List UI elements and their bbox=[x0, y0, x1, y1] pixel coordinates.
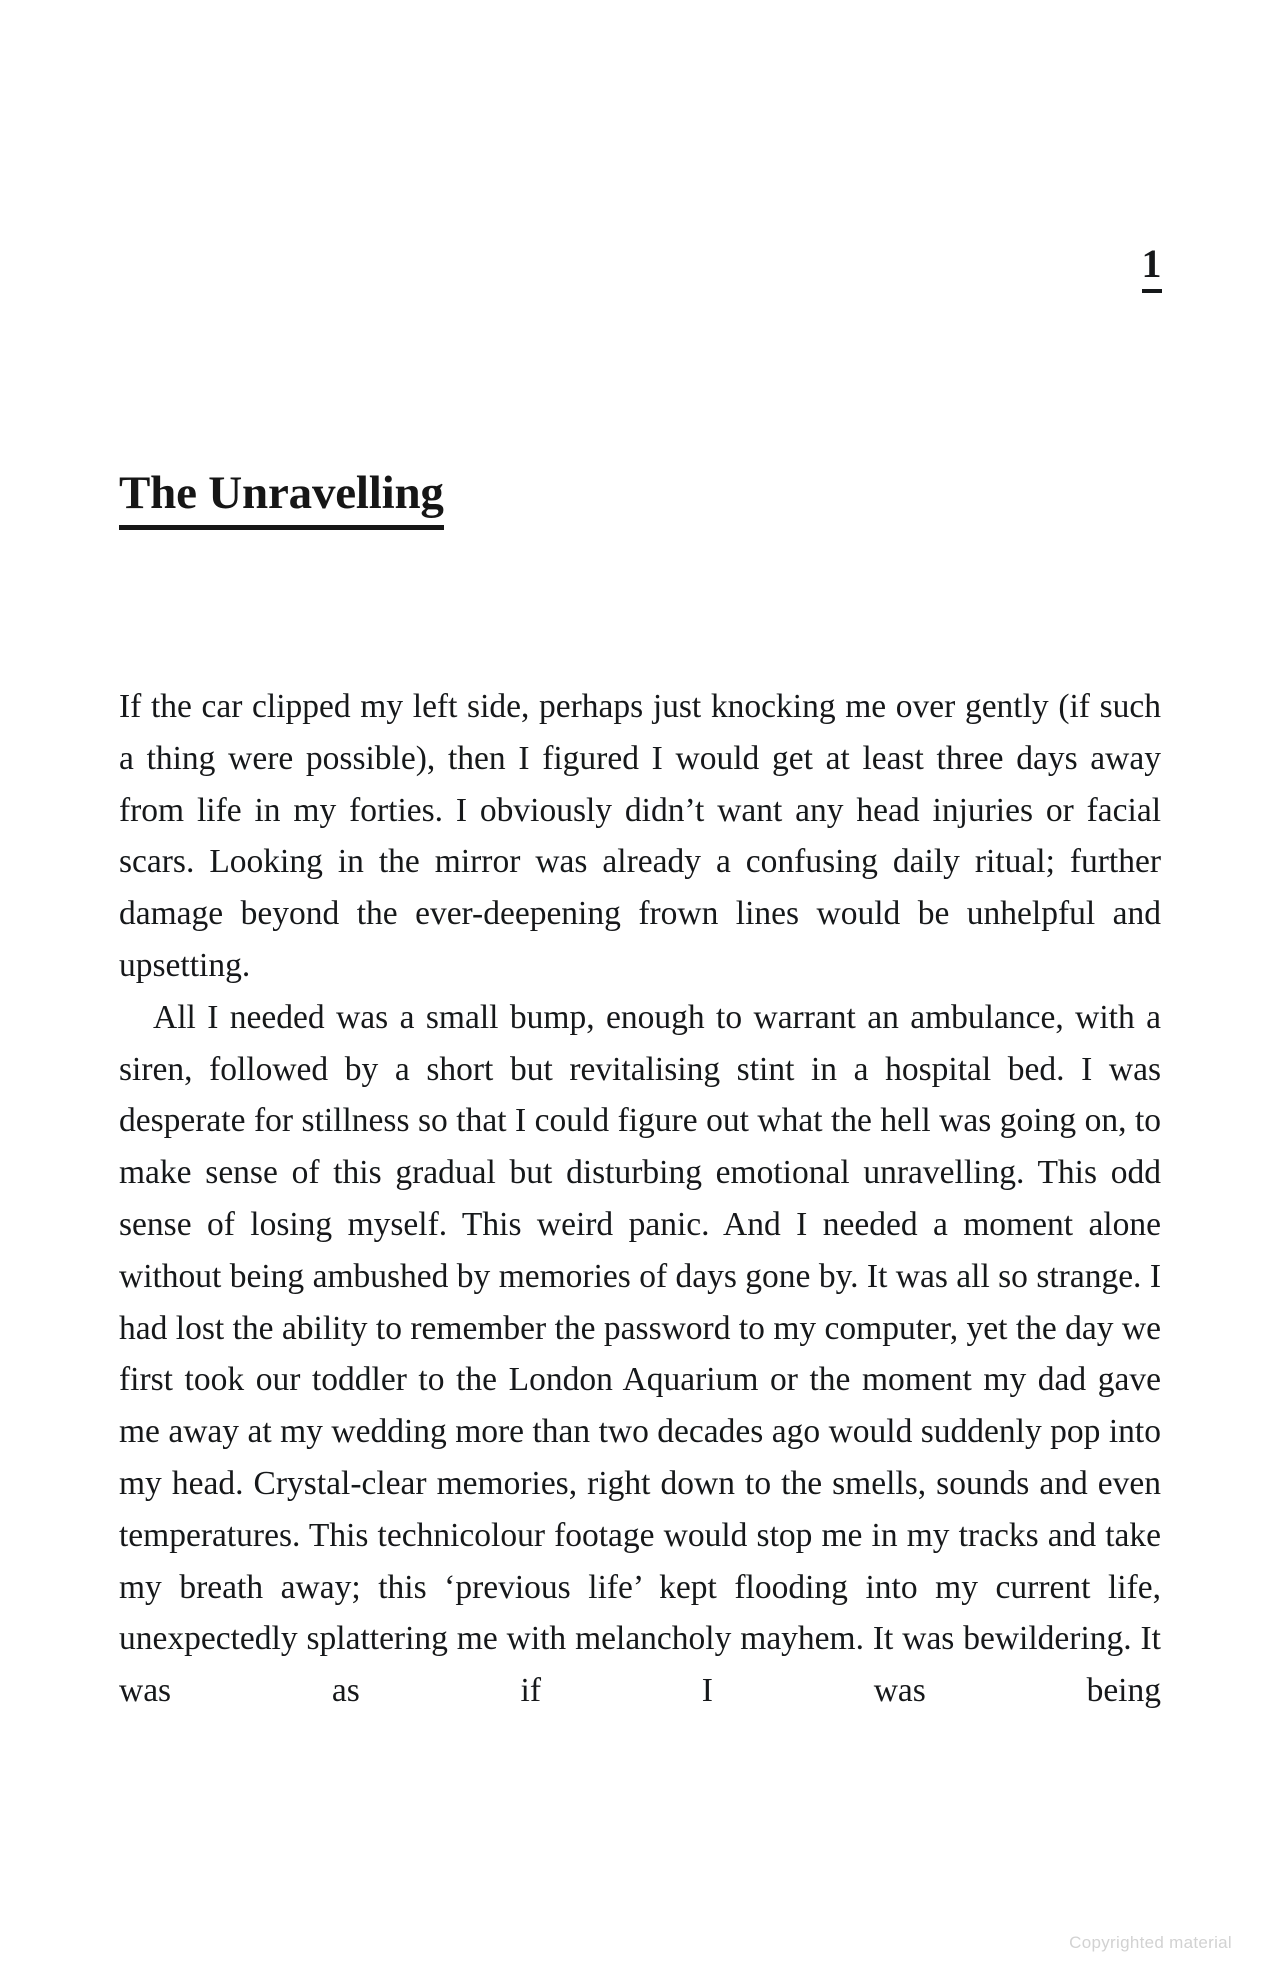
body-text bbox=[119, 681, 1161, 1717]
paragraph: If the car clipped my left side, perhaps just knocking me over gently (if such a thing were possible), then I figured I would get at least three days away from life in my forties. I obviously didn’t want any head injuries or facial scars. Looking in the mirror was already a confusing daily ritual; further damage beyond the ever-deepening frown lines would be unhelpful and upsetting. bbox=[119, 688, 1161, 984]
chapter-title-text: The Unravelling bbox=[119, 469, 444, 529]
copyright-watermark: Copyrighted material bbox=[1069, 1933, 1232, 1952]
page-number bbox=[1141, 241, 1163, 293]
chapter-title bbox=[119, 469, 444, 529]
paragraph: All I needed was a small bump, enough to warrant an ambulance, with a siren, followed by a short but revitalising stint in a hospital bed. I was desperate for stillness so that I could figure out what the hell was going on, to make sense of this gradual but disturbing emotional unravelling. This odd sense of losing myself. This weird panic. And I needed a moment alone without being ambushed by memories of days gone by. It was all so strange. I had lost the ability to remember the password to my computer, yet the day we first took our toddler to the London Aquarium or the moment my dad gave me away at my wedding more than two decades ago would suddenly pop into my head. Crystal-clear memories, right down to the smells, sounds and even temperatures. This technicolour footage would stop me in my tracks and take my breath away; this ‘previous life’ kept flooding into my current life, unexpectedly splattering me with melancholy mayhem. It was bewildering. It was as if I was being bbox=[119, 998, 1161, 1710]
page-number-value: 1 bbox=[1142, 244, 1163, 293]
